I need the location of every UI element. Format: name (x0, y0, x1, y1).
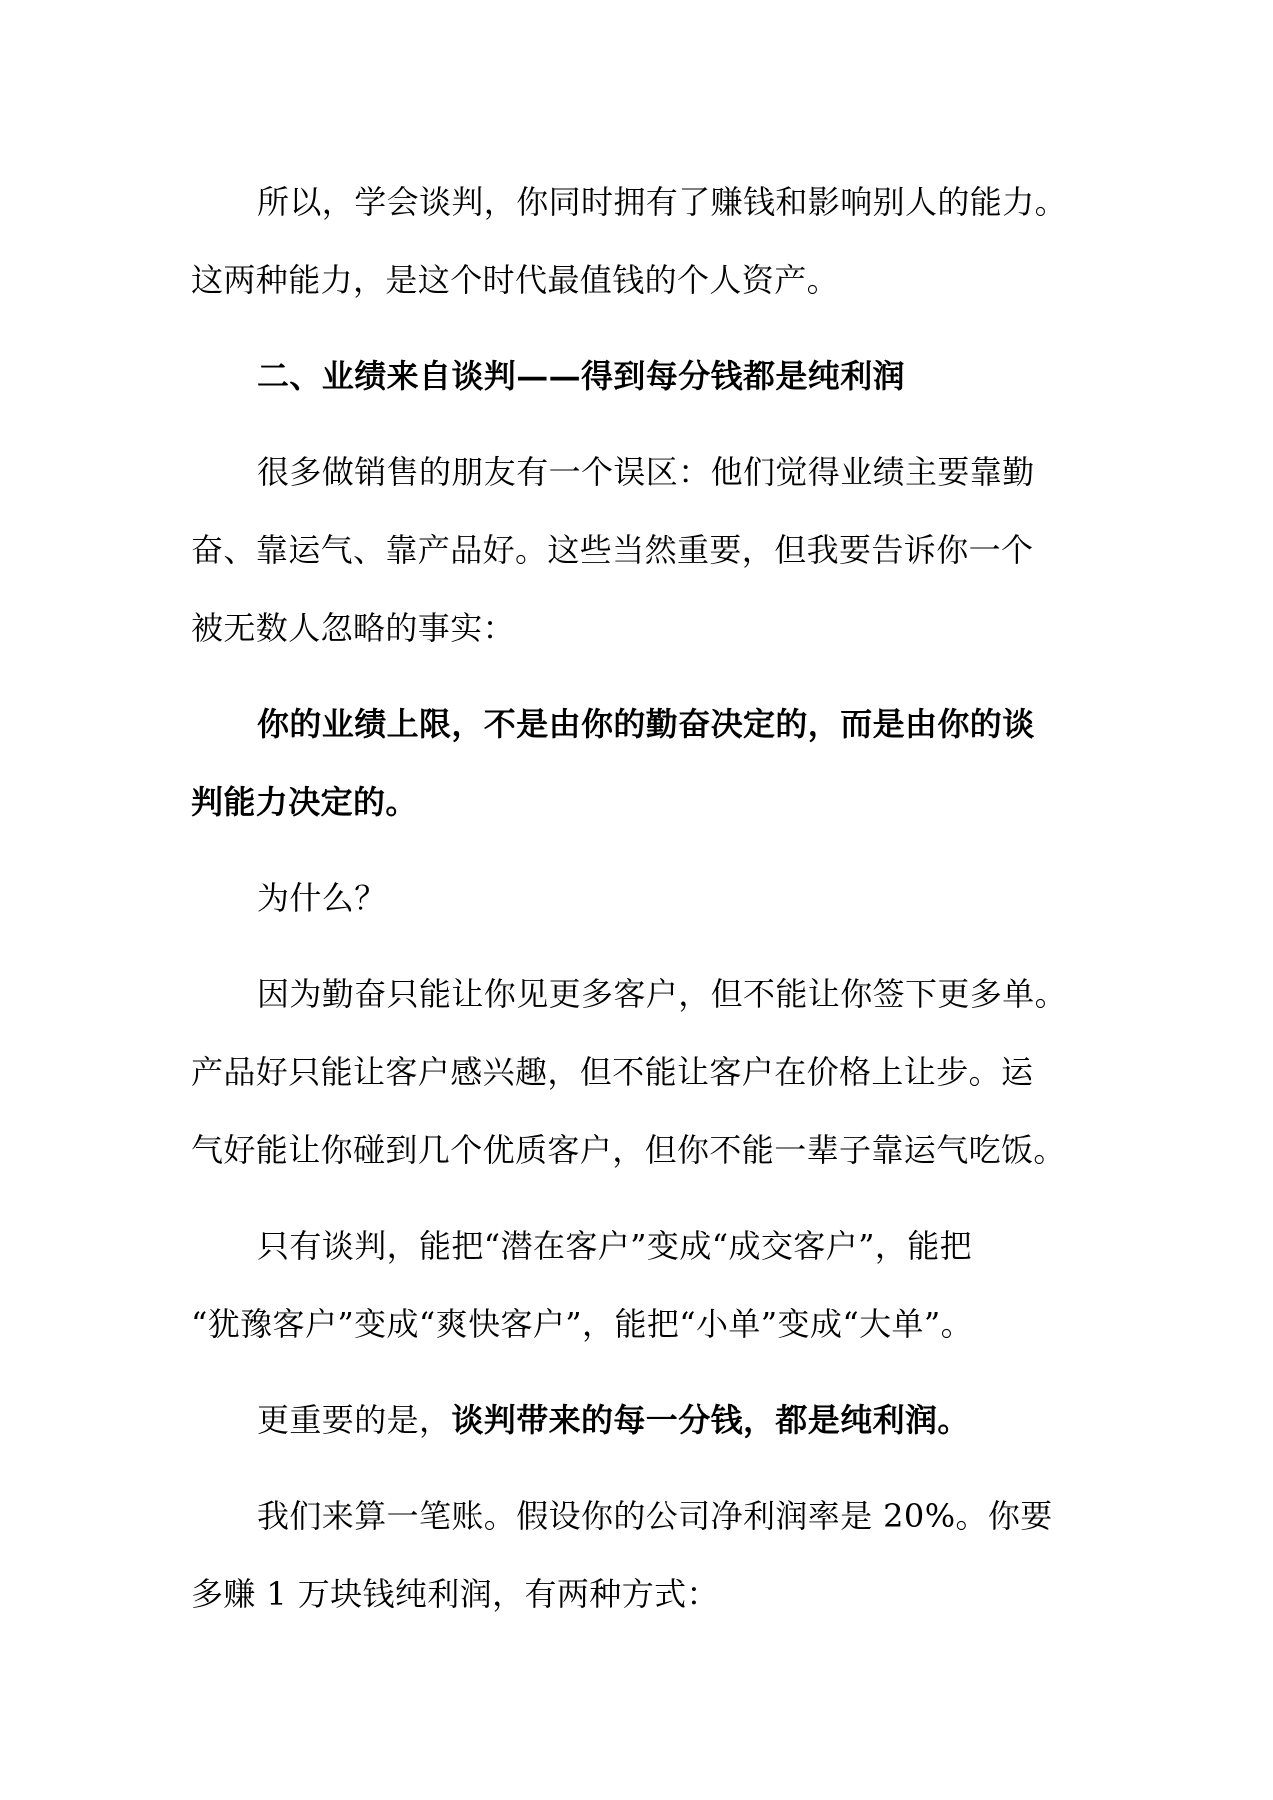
paragraph (191, 1477, 1081, 1633)
paragraph (191, 685, 1081, 841)
bold-text: 你的业绩上限，不是由你的勤奋决定的，而是由你的谈 (257, 705, 1035, 743)
paragraph (191, 1381, 1081, 1459)
body-text: 只有谈判，能把“潜在客户”变成“成交客户”，能把 (257, 1227, 973, 1265)
text-line (191, 859, 1081, 937)
text-line (191, 685, 1081, 763)
paragraph-gap (191, 841, 1081, 859)
body-text: 我们来算一笔账。假设你的公司净利润率是 20%。你要 (257, 1497, 1053, 1535)
paragraph (191, 433, 1081, 667)
body-text: 多赚 1 万块钱纯利润，有两种方式： (191, 1575, 719, 1613)
paragraph-gap (191, 667, 1081, 685)
text-line (191, 1477, 1081, 1555)
body-text: 因为勤奋只能让你见更多客户，但不能让你签下更多单。 (257, 975, 1068, 1013)
bold-text: 二、业绩来自谈判——得到每分钱都是纯利润 (257, 357, 906, 395)
body-text: 所以，学会谈判，你同时拥有了赚钱和影响别人的能力。 (257, 183, 1068, 221)
body-text: 被无数人忽略的事实： (191, 609, 516, 647)
paragraph-gap (191, 1189, 1081, 1207)
body-text: 气好能让你碰到几个优质客户，但你不能一辈子靠运气吃饭。 (191, 1131, 1066, 1169)
body-text: 很多做销售的朋友有一个误区：他们觉得业绩主要靠勤 (257, 453, 1035, 491)
text-line (191, 763, 1081, 841)
document-body (191, 163, 1081, 1633)
paragraph (191, 859, 1081, 937)
text-line (191, 511, 1081, 589)
text-line (191, 589, 1081, 667)
body-text: 产品好只能让客户感兴趣，但不能让客户在价格上让步。运 (191, 1053, 1034, 1091)
paragraph-gap (191, 415, 1081, 433)
text-line (191, 1033, 1081, 1111)
text-line (191, 1555, 1081, 1633)
paragraph (191, 955, 1081, 1189)
body-text: 奋、靠运气、靠产品好。这些当然重要，但我要告诉你一个 (191, 531, 1034, 569)
text-line (191, 1207, 1081, 1285)
paragraph-gap (191, 1363, 1081, 1381)
bold-text: 判能力决定的。 (191, 783, 418, 821)
text-line (191, 433, 1081, 511)
text-line (191, 1381, 1081, 1459)
text-line (191, 163, 1081, 241)
paragraph-gap (191, 1459, 1081, 1477)
paragraph (191, 1207, 1081, 1363)
paragraph-gap (191, 937, 1081, 955)
paragraph (191, 337, 1081, 415)
body-text: 更重要的是， (257, 1401, 452, 1439)
text-line (191, 1111, 1081, 1189)
text-line (191, 1285, 1081, 1363)
text-line (191, 337, 1081, 415)
text-line (191, 241, 1081, 319)
paragraph (191, 163, 1081, 319)
body-text: 为什么？ (257, 879, 387, 917)
body-text: “犹豫客户”变成“爽快客户”，能把“小单”变成“大单”。 (191, 1305, 974, 1343)
body-text: 这两种能力，是这个时代最值钱的个人资产。 (191, 261, 840, 299)
bold-text: 谈判带来的每一分钱，都是纯利润。 (451, 1401, 970, 1439)
paragraph-gap (191, 319, 1081, 337)
text-line (191, 955, 1081, 1033)
